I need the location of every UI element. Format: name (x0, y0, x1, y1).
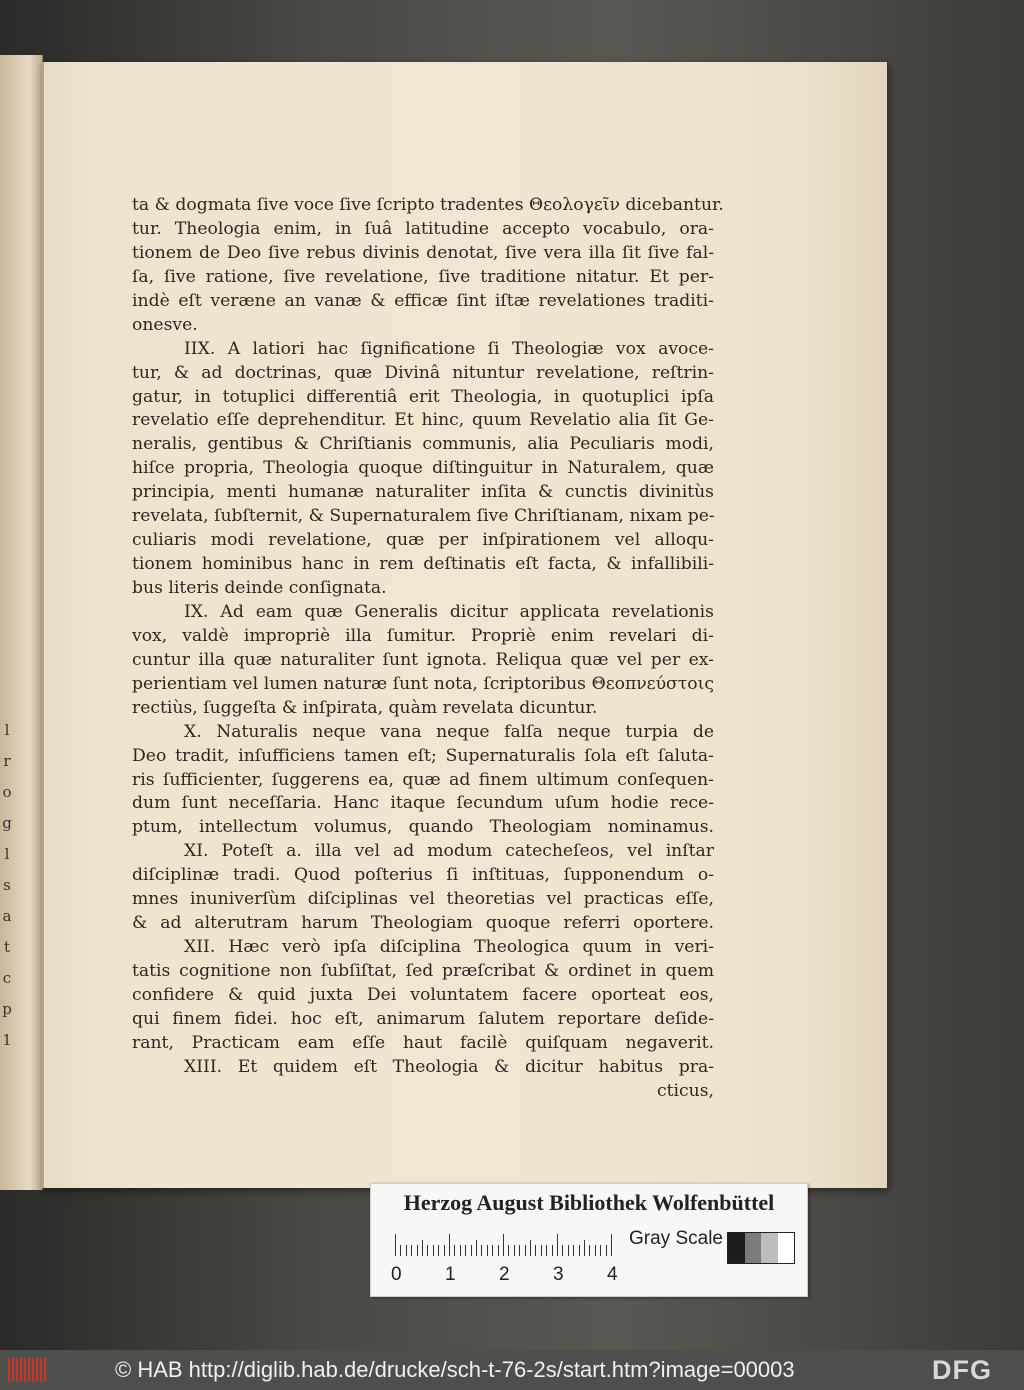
ruler-tick (546, 1245, 547, 1256)
text-line: revelata, ſubſternit, & Supernaturalem ſive Chriſtianam, nixam pe- (132, 506, 715, 527)
ruler-tick (476, 1240, 477, 1256)
copyright-link[interactable]: © HAB http://diglib.hab.de/drucke/sch-t-76-2s/start.htm?image=00003 (115, 1357, 795, 1382)
text-line: qui finem fidei. hoc eſt, animarum ſalutem reportare deſide- (132, 1008, 714, 1029)
text-line: diſciplinæ tradi. Quod poſterius ſi inſtituas, ſupponendum o- (132, 865, 714, 886)
text-line: IIX. A latiori hac ſignificatione ſi Theologiæ vox avoce- (184, 338, 714, 359)
text-line: confidere & quid juxta Dei voluntatem facere oporteat eos, (132, 984, 714, 1005)
text-line: perientiam vel lumen naturæ ſunt nota, ſcriptoribus Θεοπνεύστοις (132, 673, 714, 694)
ruler-tick (460, 1245, 461, 1256)
text-line: XIII. Et quidem eſt Theologia & dicitur habitus pra- (184, 1056, 714, 1077)
text-line: mnes inuniverſùm diſciplinas vel theoretias vel practicas eſſe, (132, 889, 714, 910)
ruler-tick (535, 1245, 536, 1256)
text-line: principia, menti humanæ naturaliter inſita & cunctis divinitùs (132, 482, 714, 503)
text-line: IX. Ad eam quæ Generalis dicitur applicata revelationis (184, 601, 714, 622)
ruler-numbers (391, 1264, 631, 1290)
color-calibration-card (370, 1183, 808, 1297)
ruler-tick (552, 1245, 553, 1256)
text-line: XII. Hæc verò ipſa diſciplina Theologica quum in veri- (184, 937, 714, 958)
text-line: indè eſt veræne an vanæ & efficæ ſint iſtæ revelationes traditi- (132, 290, 714, 311)
ruler-tick (444, 1245, 445, 1256)
facing-page-letter: o (2, 783, 12, 801)
ruler-tick (422, 1240, 423, 1256)
text-line: gatur, in totuplici differentiâ erit Theologia, in quotuplici ipſa (132, 386, 714, 407)
text-line: XI. Poteſt a. illa vel ad modum catecheſeos, vel inſtar (184, 841, 714, 862)
ruler-tick (411, 1245, 412, 1256)
text-line: rant, Practicam eam eſſe haut facilè quiſquam negaverit. (132, 1032, 714, 1053)
ruler-tick (541, 1245, 542, 1256)
text-line: X. Naturalis neque vana neque falſa neque turpia de (184, 721, 714, 742)
gray-scale-label: Gray Scale (629, 1228, 723, 1249)
text-line: & ad alterutram harum Theologiam quoque referri oportere. (132, 913, 714, 934)
text-line: ſa, ſive ratione, ſive revelatione, ſive traditione nitatur. Et per- (132, 266, 714, 287)
facing-page-letter: l (4, 721, 10, 739)
gray-scale-swatches (727, 1232, 795, 1264)
ruler-tick (492, 1245, 493, 1256)
ruler-tick (606, 1245, 607, 1256)
ruler-tick (579, 1245, 580, 1256)
ruler-tick (427, 1245, 428, 1256)
text-line: ptum, intellectum volumus, quando Theologiam nominamus. (132, 817, 714, 838)
ruler-tick (589, 1245, 590, 1256)
text-line: tatis cognitione non ſubſiſtat, ſed præſcribat & ordinet in quem (132, 961, 714, 981)
barcode-icon (8, 1358, 48, 1382)
ruler-tick (562, 1245, 563, 1256)
text-line: tur, & ad doctrinas, quæ Divinâ nituntur revelatione, reſtrin- (132, 362, 714, 383)
ruler-tick (519, 1245, 520, 1256)
page-text (132, 194, 724, 1104)
ruler-tick (573, 1245, 574, 1256)
text-line: dum ſunt neceſſaria. Hanc itaque ſecundum uſum hodie rece- (132, 793, 714, 814)
card-title: Herzog August Bibliothek Wolfenbüttel (403, 1190, 775, 1215)
text-line: ta & dogmata ſive voce ſive ſcripto tradentes Θεολογεῖν dicebantur. (132, 195, 724, 215)
text-line: vox, valdè impropriè illa ſumitur. Propriè enim revelari di- (132, 625, 714, 646)
text-line: neralis, gentibus & Chriſtianis communis, alia Peculiaris modi, (132, 434, 714, 455)
facing-page-letters (0, 715, 14, 1056)
ruler-number: 0 (391, 1264, 402, 1285)
facing-page-letter: 1 (2, 1031, 12, 1049)
text-line: culiaris modi revelatione, quæ per inſpirationem vel alloqu- (132, 530, 714, 551)
ruler-tick (503, 1234, 504, 1256)
ruler-tick (600, 1245, 601, 1256)
text-line: cuntur illa quæ naturaliter ſunt ignota. Reliqua quæ vel per ex- (132, 649, 714, 670)
ruler-tick (498, 1245, 499, 1256)
dfg-logo: DFG (932, 1355, 992, 1385)
text-line: tionem de Deo ſive rebus divinis denotat, ſive vera illa ſit ſive fal- (132, 242, 714, 263)
footer-bar (0, 1350, 1024, 1390)
ruler (395, 1234, 611, 1256)
ruler-tick (530, 1240, 531, 1256)
ruler-tick (487, 1245, 488, 1256)
ruler-tick (525, 1245, 526, 1256)
facing-page-letter: g (2, 814, 12, 832)
ruler-tick (481, 1245, 482, 1256)
facing-page-letter: p (2, 1000, 12, 1018)
facing-page-letter: a (2, 907, 12, 925)
facing-page-letter: t (3, 938, 11, 956)
ruler-tick (417, 1245, 418, 1256)
ruler-number: 4 (607, 1264, 618, 1285)
text-line: ris ſufficienter, ſuggerens ea, quæ ad finem ultimum conſequen- (132, 769, 714, 790)
ruler-tick (568, 1245, 569, 1256)
gray-swatch (745, 1233, 762, 1263)
text-line: tur. Theologia enim, in ſuâ latitudine accepto vocabulo, ora- (132, 218, 714, 239)
text-line: rectiùs, ſuggeſta & inſpirata, quàm revelata dicuntur. (132, 697, 598, 718)
facing-page-edge (0, 55, 43, 1190)
facing-page-letter: l (4, 845, 10, 863)
catchword: cticus, (656, 1080, 714, 1101)
text-line: tionem hominibus hanc in rem deſtinatis eſt facta, & infallibili- (132, 554, 714, 575)
facing-page-letter: r (3, 752, 11, 770)
facing-page-letter: c (2, 969, 12, 987)
facing-page-letter: s (3, 876, 11, 894)
text-line: hiſce propria, Theologia quoque diſtinguitur in Naturalem, quæ (132, 458, 714, 479)
gray-swatch (728, 1233, 745, 1263)
text-line: onesve. (132, 314, 198, 335)
text-line: bus literis deinde conſignata. (132, 578, 387, 598)
gray-swatch (778, 1233, 795, 1263)
ruler-tick (438, 1245, 439, 1256)
ruler-tick (584, 1240, 585, 1256)
text-lines (132, 194, 724, 1080)
gray-swatch (761, 1233, 778, 1263)
ruler-number: 2 (499, 1264, 510, 1285)
text-line: Deo tradit, inſufficiens tamen eſt; Supernaturalis ſola eſt ſaluta- (132, 745, 714, 766)
ruler-tick (406, 1245, 407, 1256)
ruler-tick (465, 1245, 466, 1256)
book-page (42, 62, 887, 1188)
ruler-tick (611, 1234, 612, 1256)
text-line: revelatio eſſe deprehenditur. Et hinc, quum Revelatio alia ſit Ge- (132, 410, 714, 431)
ruler-tick (449, 1234, 450, 1256)
ruler-tick (508, 1245, 509, 1256)
ruler-tick (471, 1245, 472, 1256)
ruler-tick (454, 1245, 455, 1256)
ruler-tick (514, 1245, 515, 1256)
ruler-tick (433, 1245, 434, 1256)
ruler-tick (395, 1234, 396, 1256)
ruler-number: 1 (445, 1264, 456, 1285)
ruler-tick (400, 1245, 401, 1256)
ruler-tick (557, 1234, 558, 1256)
ruler-tick (595, 1245, 596, 1256)
ruler-number: 3 (553, 1264, 564, 1285)
